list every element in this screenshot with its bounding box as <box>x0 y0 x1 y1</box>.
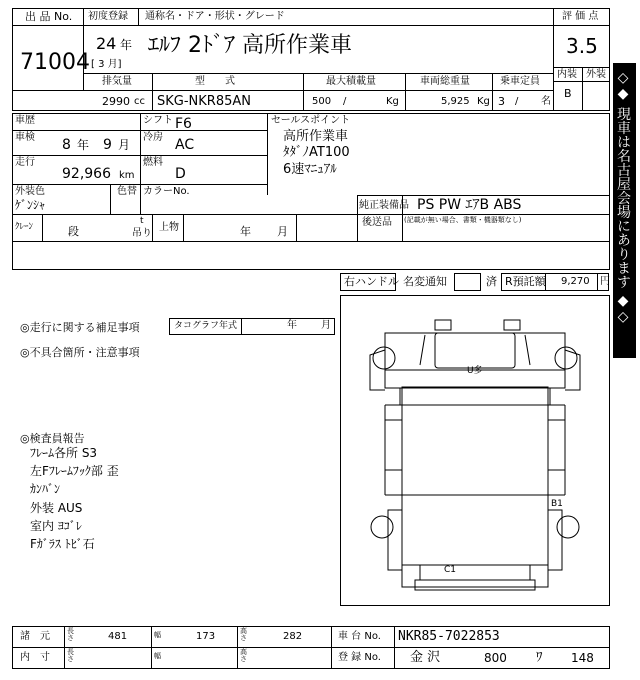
divider <box>12 241 610 242</box>
color-change-label: 色替 <box>117 186 137 197</box>
divider <box>357 195 358 241</box>
reg-kana: ﾜ <box>536 650 543 665</box>
crane-hoist: 吊り <box>132 228 152 239</box>
fuel-label: 燃料 <box>143 157 163 168</box>
defects-heading: ◎不具合箇所・注意事項 <box>20 346 140 359</box>
chassis-label: 車 台 No. <box>338 631 381 642</box>
lift-month: 月 <box>277 225 288 238</box>
inspector-line: ｶﾝﾊﾞﾝ <box>30 482 61 496</box>
inner-height-label: 高さ <box>240 648 247 663</box>
exterior-color-value: ｹﾞﾝｼｬ <box>15 198 46 212</box>
max-load-slash: / <box>343 96 347 107</box>
first-reg-year-unit: 年 <box>120 38 133 52</box>
reg-area: 金 沢 <box>410 650 441 665</box>
ac-value: AC <box>175 137 195 153</box>
gross-weight-unit: Kg <box>477 96 490 107</box>
tacho-year: 年 <box>287 320 297 331</box>
sales-point-line: 6速ﾏﾆｭｱﾙ <box>283 162 337 177</box>
divider <box>151 626 152 669</box>
inspector-line: 左Fﾌﾚｰﾑﾌｯｸ部 歪 <box>30 464 119 478</box>
inner-dims-label: 内 寸 <box>20 652 50 663</box>
first-reg-year: 24 <box>96 34 117 53</box>
damage-mark-b: B1 <box>551 499 563 509</box>
capacity-label: 乗車定員 <box>500 76 540 87</box>
lot-number: 71004 <box>20 50 90 75</box>
length-label: 長さ <box>67 627 74 642</box>
divider <box>12 184 267 185</box>
divider <box>83 25 553 26</box>
inspection-year: 8 <box>62 137 71 153</box>
divider <box>138 8 139 25</box>
mileage-unit: km <box>119 170 135 181</box>
recycle-done-label: 済 <box>486 275 497 288</box>
sales-point-line: 高所作業車 <box>283 129 349 144</box>
inspection-month: 9 <box>103 137 112 153</box>
displacement-value: 2990 <box>102 95 130 108</box>
grade-value: 3.5 <box>566 34 598 58</box>
location-banner-text: ◇◆ 現車は名古屋会場にあります ◆◇ <box>615 70 631 325</box>
inspector-line: Fｶﾞﾗｽ ﾄﾋﾞ石 <box>30 537 95 551</box>
gross-weight-value: 5,925 <box>441 96 470 107</box>
divider <box>12 25 83 26</box>
divider <box>357 195 610 196</box>
crane-label: ｸﾚｰﾝ <box>15 222 34 232</box>
crane-t: t <box>140 216 144 226</box>
divider <box>405 73 406 111</box>
right-hand-text: 右ハンドル <box>344 275 399 288</box>
displacement-unit: cc <box>134 96 145 107</box>
divider <box>553 25 610 26</box>
length-value: 481 <box>108 631 128 642</box>
color-code-label: カラーNo. <box>143 186 190 197</box>
divider <box>492 73 493 111</box>
divider <box>237 626 238 669</box>
reg-number: 148 <box>571 651 594 665</box>
inspector-line: 外装 AUS <box>30 501 83 515</box>
inner-length-label: 長さ <box>67 648 74 663</box>
inspector-line: 室内 ﾖｺﾞﾚ <box>30 519 82 533</box>
model-type-label: 型 式 <box>195 76 235 87</box>
divider <box>110 184 111 214</box>
divider <box>64 626 65 669</box>
chassis-value: NKR85-7022853 <box>398 629 500 644</box>
mileage-label: 走行 <box>15 157 35 168</box>
capacity-unit: 名 <box>541 96 551 107</box>
standard-equipment-label: 純正装備品 <box>359 200 409 211</box>
divider <box>12 214 610 215</box>
height-label: 高さ <box>240 627 247 642</box>
tacho-month: 月 <box>321 320 331 331</box>
divider <box>331 626 332 669</box>
name-change-box <box>454 273 481 291</box>
divider <box>83 8 84 90</box>
exterior-label: 外装 <box>586 69 606 80</box>
model-type-value: SKG-NKR85AN <box>157 94 251 109</box>
standard-equipment-value: PS PW ｴｱB ABS <box>417 197 522 213</box>
supplement-heading: ◎走行に関する補足事項 <box>20 321 140 334</box>
divider <box>12 155 267 156</box>
model-name-label: 通称名・ドア・形状・グレード <box>145 11 285 22</box>
exterior-color-label: 外装色 <box>15 186 45 197</box>
first-reg-month: [ 3 月] <box>91 59 122 70</box>
divider <box>296 214 297 241</box>
gross-weight-label: 車両総重量 <box>420 76 470 87</box>
shift-value: F6 <box>175 116 192 132</box>
width-value: 173 <box>196 631 216 642</box>
shift-label: シフト <box>143 115 173 126</box>
max-load-unit: Kg <box>386 96 399 107</box>
sales-point-label: セールスポイント <box>271 115 351 126</box>
aftermarket-note: (記載が無い場合、書類・機器類なし) <box>404 216 522 224</box>
reg-label: 登 録 No. <box>338 652 381 663</box>
tacho-label: タコグラフ年式 <box>174 321 238 331</box>
inspection-year-unit: 年 <box>77 138 90 152</box>
divider <box>267 113 268 195</box>
recycle-fee-unit: 円 <box>600 276 610 287</box>
divider <box>394 626 395 669</box>
lift-label: 上物 <box>159 222 179 233</box>
dims-label: 諸 元 <box>20 631 50 642</box>
aftermarket-label: 後送品 <box>362 217 392 228</box>
vehicle-diagram <box>340 295 610 606</box>
reg-class: 800 <box>484 651 507 665</box>
lift-year: 年 <box>240 225 251 238</box>
damage-mark-u: U多 <box>467 366 483 376</box>
recycle-fee-label: R預託額 <box>505 275 546 288</box>
mileage-value: 92,966 <box>62 166 111 182</box>
model-name: ｴﾙﾌ 2ﾄﾞｱ 高所作業車 <box>148 33 352 58</box>
divider <box>152 214 153 241</box>
name-change-label: 名変通知 <box>403 275 447 288</box>
divider <box>183 214 184 241</box>
displacement-label: 排気量 <box>102 76 132 87</box>
capacity-slash: / <box>515 96 519 107</box>
inspector-heading: ◎検査員報告 <box>20 432 85 445</box>
width-label: 幅 <box>154 631 161 639</box>
divider <box>12 647 610 648</box>
divider <box>241 318 242 335</box>
fuel-value: D <box>175 166 186 182</box>
divider <box>553 8 554 111</box>
ac-label: 冷房 <box>143 132 163 143</box>
divider <box>42 214 43 241</box>
divider <box>303 73 304 111</box>
interior-label: 内装 <box>557 69 577 80</box>
max-load-label: 最大積載量 <box>326 76 376 87</box>
interior-grade: B <box>564 87 572 100</box>
max-load-value: 500 <box>312 96 332 107</box>
history-label: 車歴 <box>15 115 35 126</box>
damage-mark-c: C1 <box>444 565 457 575</box>
divider <box>12 90 553 91</box>
crane-stage: 段 <box>68 225 79 238</box>
recycle-fee-value: 9,270 <box>561 276 590 287</box>
inspection-label: 車検 <box>15 132 35 143</box>
sales-point-line: ﾀﾀﾞﾉAT100 <box>283 145 350 160</box>
grade-label: 評 価 点 <box>562 11 599 22</box>
first-reg-label: 初度登録 <box>88 11 128 22</box>
inspection-month-unit: 月 <box>118 138 131 152</box>
divider <box>83 73 553 74</box>
lot-label: 出 品 No. <box>25 10 73 23</box>
capacity-value: 3 <box>498 95 505 108</box>
divider <box>582 67 583 111</box>
divider <box>152 73 153 111</box>
divider <box>12 130 267 131</box>
inner-width-label: 幅 <box>154 652 161 660</box>
height-value: 282 <box>283 631 303 642</box>
divider <box>140 113 141 214</box>
inspector-line: ﾌﾚｰﾑ各所 S3 <box>30 446 98 460</box>
